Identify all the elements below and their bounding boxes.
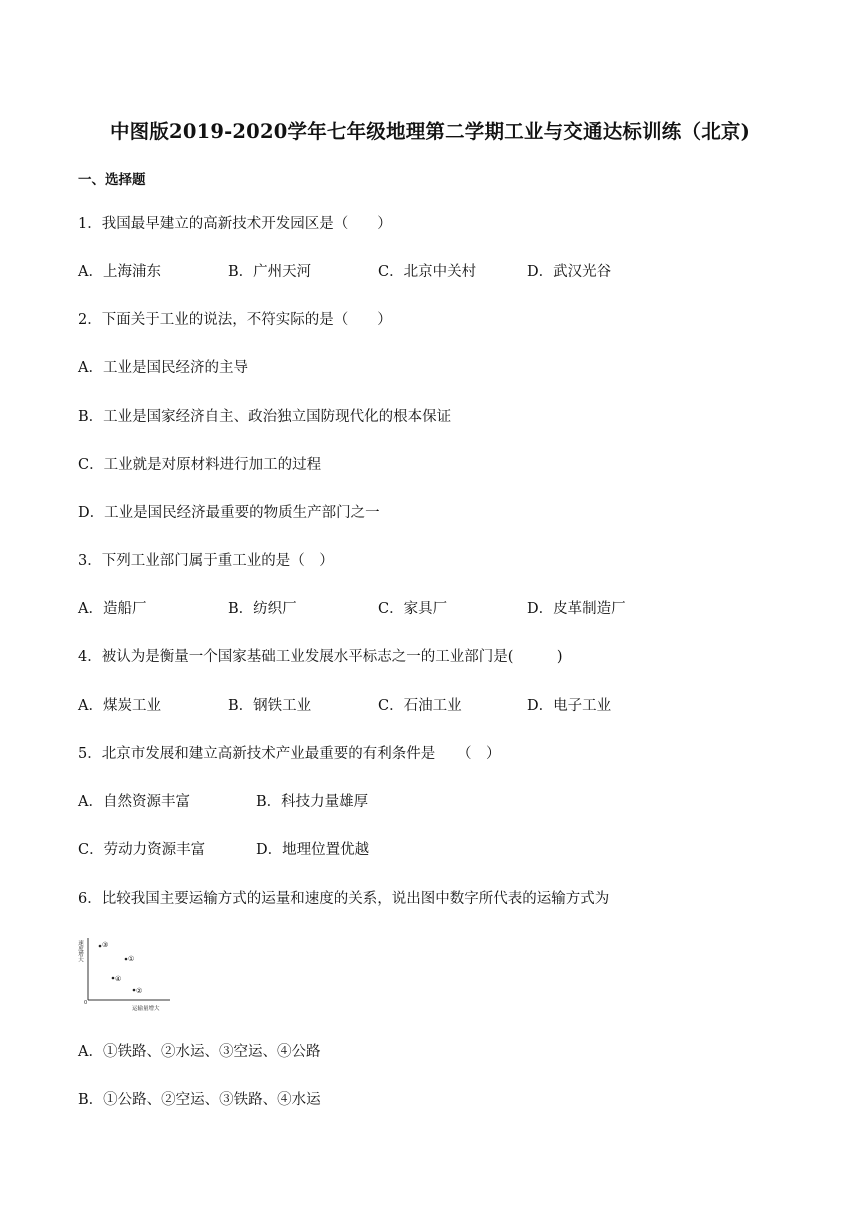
question-5-option-b: B．科技力量雄厚 bbox=[256, 794, 369, 810]
question-3-stem: 3．下列工业部门属于重工业的是（ ） bbox=[78, 553, 334, 569]
question-2-option-b: B．工业是国家经济自主、政治独立国防现代化的根本保证 bbox=[78, 409, 452, 425]
point-3-dot bbox=[99, 945, 102, 948]
question-3-option-b: B．纺织厂 bbox=[228, 601, 297, 617]
point-3-label: ③ bbox=[102, 941, 109, 949]
point-4-label: ④ bbox=[115, 975, 122, 983]
question-2-option-c: C．工业就是对原材料进行加工的过程 bbox=[78, 457, 322, 473]
y-axis-label: 速度增大 bbox=[77, 940, 83, 962]
question-1-option-b: B．广州天河 bbox=[228, 264, 312, 280]
section-heading: 一、选择题 bbox=[78, 172, 146, 188]
point-1-label: ① bbox=[128, 955, 135, 963]
question-1-option-c: C．北京中关村 bbox=[378, 264, 477, 280]
question-6-stem: 6．比较我国主要运输方式的运量和速度的关系，说出图中数字所代表的运输方式为 bbox=[78, 891, 610, 907]
question-3-option-a: A．造船厂 bbox=[78, 601, 147, 617]
question-4-stem: 4．被认为是衡量一个国家基础工业发展水平标志之一的工业部门是( ) bbox=[78, 649, 563, 665]
point-4-dot bbox=[112, 977, 115, 980]
question-2-stem: 2．下面关于工业的说法，不符实际的是（ ） bbox=[78, 312, 392, 328]
point-2-label: ② bbox=[136, 987, 143, 995]
question-5-option-a: A．自然资源丰富 bbox=[78, 794, 190, 810]
question-6-option-a: A．①铁路、②水运、③空运、④公路 bbox=[78, 1044, 321, 1060]
question-2-option-d: D．工业是国民经济最重要的物质生产部门之一 bbox=[78, 505, 380, 521]
point-1-dot bbox=[125, 958, 128, 961]
page-title: 中图版2019-2020学年七年级地理第二学期工业与交通达标训练（北京) bbox=[109, 120, 751, 143]
question-1-option-d: D．武汉光谷 bbox=[527, 264, 612, 280]
question-4-option-a: A．煤炭工业 bbox=[78, 698, 161, 714]
question-1-option-a: A．上海浦东 bbox=[78, 264, 161, 280]
question-1-stem: 1．我国最早建立的高新技术开发园区是（ ） bbox=[78, 216, 392, 232]
x-axis-label: 运输量增大 bbox=[132, 1006, 160, 1012]
question-6-option-b: B．①公路、②空运、③铁路、④水运 bbox=[78, 1092, 321, 1108]
question-3-option-d: D．皮革制造厂 bbox=[527, 601, 626, 617]
question-4-option-d: D．电子工业 bbox=[527, 698, 612, 714]
question-4-option-c: C．石油工业 bbox=[378, 698, 462, 714]
question-2-option-a: A．工业是国民经济的主导 bbox=[78, 360, 248, 376]
question-5-option-c: C．劳动力资源丰富 bbox=[78, 842, 206, 858]
question-3-option-c: C．家具厂 bbox=[378, 601, 448, 617]
transport-figure bbox=[76, 934, 176, 1014]
point-2-dot bbox=[133, 989, 136, 992]
question-5-option-d: D．地理位置优越 bbox=[256, 842, 370, 858]
question-5-stem: 5．北京市发展和建立高新技术产业最重要的有利条件是 （ ） bbox=[78, 746, 501, 762]
question-4-option-b: B．钢铁工业 bbox=[228, 698, 312, 714]
origin-label: 0 bbox=[84, 1000, 88, 1006]
